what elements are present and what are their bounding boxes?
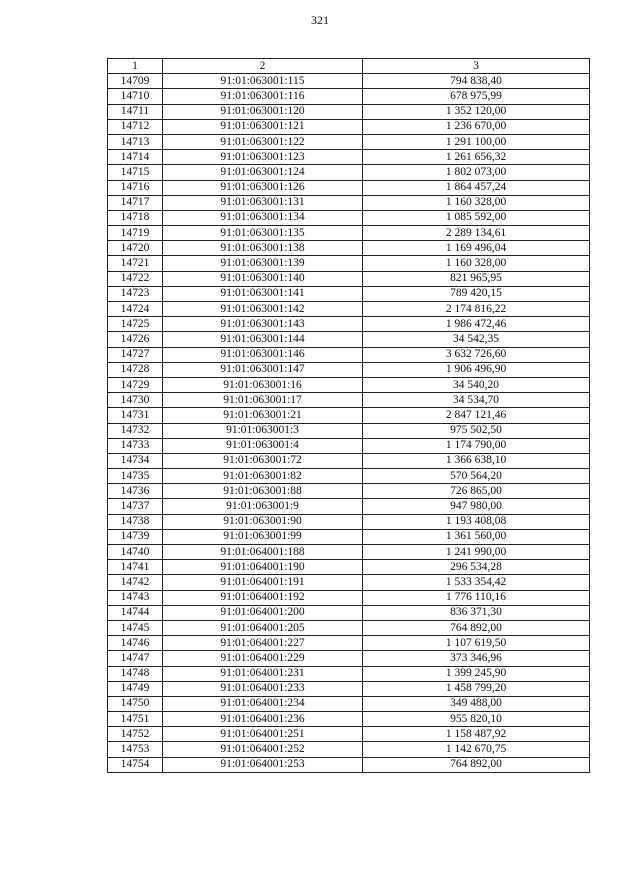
row-number-cell: 14744 [108, 605, 163, 620]
table-row [108, 651, 590, 666]
value-cell: 34 542,35 [363, 332, 590, 347]
row-number-cell: 14735 [108, 469, 163, 484]
value-cell: 794 838,40 [363, 74, 590, 89]
cadastral-number-cell: 91:01:063001:138 [163, 241, 363, 256]
cadastral-number-cell: 91:01:064001:200 [163, 605, 363, 620]
cadastral-number-cell: 91:01:063001:141 [163, 286, 363, 301]
table-body [108, 74, 590, 773]
table-row [108, 332, 590, 347]
cadastral-number-cell: 91:01:063001:122 [163, 134, 363, 149]
row-number-cell: 14751 [108, 712, 163, 727]
cadastral-number-cell: 91:01:063001:99 [163, 529, 363, 544]
table-row [108, 134, 590, 149]
table-row [108, 727, 590, 742]
cadastral-number-cell: 91:01:064001:227 [163, 636, 363, 651]
row-number-cell: 14750 [108, 696, 163, 711]
table-row [108, 514, 590, 529]
table-row [108, 150, 590, 165]
value-cell: 1 241 990,00 [363, 545, 590, 560]
value-cell: 1 193 408,08 [363, 514, 590, 529]
cadastral-number-cell: 91:01:063001:3 [163, 423, 363, 438]
table-row [108, 271, 590, 286]
value-cell: 1 366 638,10 [363, 453, 590, 468]
row-number-cell: 14726 [108, 332, 163, 347]
cadastral-number-cell: 91:01:064001:229 [163, 651, 363, 666]
row-number-cell: 14718 [108, 210, 163, 225]
table-row [108, 712, 590, 727]
cadastral-number-cell: 91:01:064001:236 [163, 712, 363, 727]
row-number-cell: 14720 [108, 241, 163, 256]
cadastral-number-cell: 91:01:064001:234 [163, 696, 363, 711]
value-cell: 1 236 670,00 [363, 119, 590, 134]
value-cell: 1 802 073,00 [363, 165, 590, 180]
cadastral-number-cell: 91:01:063001:115 [163, 74, 363, 89]
cadastral-number-cell: 91:01:063001:131 [163, 195, 363, 210]
value-cell: 1 533 354,42 [363, 575, 590, 590]
cadastral-number-cell: 91:01:063001:116 [163, 89, 363, 104]
value-cell: 3 632 726,60 [363, 347, 590, 362]
table-row [108, 742, 590, 757]
row-number-cell: 14746 [108, 636, 163, 651]
table-row [108, 393, 590, 408]
table-row [108, 560, 590, 575]
table-row [108, 636, 590, 651]
cadastral-number-cell: 91:01:063001:120 [163, 104, 363, 119]
table-row [108, 226, 590, 241]
table-row [108, 484, 590, 499]
row-number-cell: 14747 [108, 651, 163, 666]
row-number-cell: 14745 [108, 620, 163, 635]
row-number-cell: 14736 [108, 484, 163, 499]
table-row [108, 286, 590, 301]
value-cell: 1 986 472,46 [363, 317, 590, 332]
row-number-cell: 14741 [108, 560, 163, 575]
row-number-cell: 14729 [108, 377, 163, 392]
value-cell: 1 169 496,04 [363, 241, 590, 256]
value-cell: 2 289 134,61 [363, 226, 590, 241]
row-number-cell: 14717 [108, 195, 163, 210]
cadastral-number-cell: 91:01:063001:126 [163, 180, 363, 195]
cadastral-number-cell: 91:01:063001:90 [163, 514, 363, 529]
value-cell: 955 820,10 [363, 712, 590, 727]
cadastral-number-cell: 91:01:063001:121 [163, 119, 363, 134]
value-cell: 1 361 560,00 [363, 529, 590, 544]
table-row [108, 119, 590, 134]
row-number-cell: 14714 [108, 150, 163, 165]
table-row [108, 757, 590, 772]
value-cell: 373 346,96 [363, 651, 590, 666]
value-cell: 1 158 487,92 [363, 727, 590, 742]
value-cell: 764 892,00 [363, 757, 590, 772]
cadastral-number-cell: 91:01:064001:205 [163, 620, 363, 635]
cadastral-number-cell: 91:01:063001:139 [163, 256, 363, 271]
cadastral-number-cell: 91:01:063001:147 [163, 362, 363, 377]
value-cell: 34 534,70 [363, 393, 590, 408]
cadastral-number-cell: 91:01:064001:192 [163, 590, 363, 605]
cadastral-number-cell: 91:01:063001:134 [163, 210, 363, 225]
value-cell: 1 291 100,00 [363, 134, 590, 149]
row-number-cell: 14731 [108, 408, 163, 423]
value-cell: 726 865,00 [363, 484, 590, 499]
value-cell: 836 371,30 [363, 605, 590, 620]
row-number-cell: 14710 [108, 89, 163, 104]
row-number-cell: 14728 [108, 362, 163, 377]
value-cell: 764 892,00 [363, 620, 590, 635]
cadastral-number-cell: 91:01:064001:231 [163, 666, 363, 681]
table-row [108, 362, 590, 377]
cadastral-number-cell: 91:01:063001:146 [163, 347, 363, 362]
value-cell: 570 564,20 [363, 469, 590, 484]
table-row [108, 590, 590, 605]
table-row [108, 210, 590, 225]
table-row [108, 529, 590, 544]
table-row [108, 545, 590, 560]
table-row [108, 469, 590, 484]
cadastral-number-cell: 91:01:064001:188 [163, 545, 363, 560]
row-number-cell: 14740 [108, 545, 163, 560]
row-number-cell: 14733 [108, 438, 163, 453]
row-number-cell: 14752 [108, 727, 163, 742]
value-cell: 789 420,15 [363, 286, 590, 301]
value-cell: 349 488,00 [363, 696, 590, 711]
table-row [108, 681, 590, 696]
table-row [108, 453, 590, 468]
cadastral-number-cell: 91:01:063001:16 [163, 377, 363, 392]
table-header-row [108, 59, 590, 74]
value-cell: 1 864 457,24 [363, 180, 590, 195]
cadastral-number-cell: 91:01:063001:124 [163, 165, 363, 180]
table-row [108, 499, 590, 514]
value-cell: 296 534,28 [363, 560, 590, 575]
row-number-cell: 14716 [108, 180, 163, 195]
row-number-cell: 14722 [108, 271, 163, 286]
cadastral-number-cell: 91:01:063001:21 [163, 408, 363, 423]
table-row [108, 74, 590, 89]
table-row [108, 317, 590, 332]
column-header-3: 3 [363, 59, 590, 74]
table-row [108, 165, 590, 180]
value-cell: 947 980,00 [363, 499, 590, 514]
value-cell: 975 502,50 [363, 423, 590, 438]
value-cell: 2 847 121,46 [363, 408, 590, 423]
table-row [108, 104, 590, 119]
cadastral-number-cell: 91:01:063001:143 [163, 317, 363, 332]
value-cell: 678 975,99 [363, 89, 590, 104]
row-number-cell: 14723 [108, 286, 163, 301]
cadastral-number-cell: 91:01:063001:123 [163, 150, 363, 165]
cadastral-number-cell: 91:01:064001:251 [163, 727, 363, 742]
value-cell: 1 352 120,00 [363, 104, 590, 119]
table-row [108, 241, 590, 256]
table-row [108, 377, 590, 392]
row-number-cell: 14724 [108, 302, 163, 317]
row-number-cell: 14721 [108, 256, 163, 271]
row-number-cell: 14737 [108, 499, 163, 514]
cadastral-number-cell: 91:01:063001:88 [163, 484, 363, 499]
value-cell: 1 107 619,50 [363, 636, 590, 651]
table-row [108, 620, 590, 635]
cadastral-number-cell: 91:01:064001:253 [163, 757, 363, 772]
value-cell: 1 776 110,16 [363, 590, 590, 605]
value-cell: 1 399 245,90 [363, 666, 590, 681]
cadastral-number-cell: 91:01:063001:17 [163, 393, 363, 408]
cadastral-number-cell: 91:01:064001:191 [163, 575, 363, 590]
cadastral-number-cell: 91:01:063001:142 [163, 302, 363, 317]
table-row [108, 423, 590, 438]
cadastral-number-cell: 91:01:063001:9 [163, 499, 363, 514]
row-number-cell: 14725 [108, 317, 163, 332]
cadastral-number-cell: 91:01:063001:135 [163, 226, 363, 241]
cadastral-number-cell: 91:01:063001:82 [163, 469, 363, 484]
row-number-cell: 14743 [108, 590, 163, 605]
table-row [108, 347, 590, 362]
cadastral-number-cell: 91:01:063001:4 [163, 438, 363, 453]
value-cell: 34 540,20 [363, 377, 590, 392]
row-number-cell: 14754 [108, 757, 163, 772]
table-row [108, 195, 590, 210]
row-number-cell: 14739 [108, 529, 163, 544]
value-cell: 1 174 790,00 [363, 438, 590, 453]
cadastral-value-table [107, 58, 590, 773]
cadastral-number-cell: 91:01:064001:252 [163, 742, 363, 757]
row-number-cell: 14715 [108, 165, 163, 180]
table-row [108, 696, 590, 711]
row-number-cell: 14753 [108, 742, 163, 757]
table-row [108, 302, 590, 317]
row-number-cell: 14711 [108, 104, 163, 119]
value-cell: 1 160 328,00 [363, 256, 590, 271]
column-header-2: 2 [163, 59, 363, 74]
cadastral-number-cell: 91:01:063001:140 [163, 271, 363, 286]
cadastral-number-cell: 91:01:063001:144 [163, 332, 363, 347]
value-cell: 821 965,95 [363, 271, 590, 286]
value-cell: 2 174 816,22 [363, 302, 590, 317]
cadastral-number-cell: 91:01:063001:72 [163, 453, 363, 468]
value-cell: 1 906 496,90 [363, 362, 590, 377]
column-header-1: 1 [108, 59, 163, 74]
page-number: 321 [311, 13, 329, 27]
row-number-cell: 14742 [108, 575, 163, 590]
table-row [108, 666, 590, 681]
table-row [108, 575, 590, 590]
row-number-cell: 14730 [108, 393, 163, 408]
value-cell: 1 160 328,00 [363, 195, 590, 210]
value-cell: 1 142 670,75 [363, 742, 590, 757]
value-cell: 1 085 592,00 [363, 210, 590, 225]
row-number-cell: 14719 [108, 226, 163, 241]
table-row [108, 180, 590, 195]
cadastral-number-cell: 91:01:064001:233 [163, 681, 363, 696]
row-number-cell: 14713 [108, 134, 163, 149]
table-row [108, 408, 590, 423]
row-number-cell: 14749 [108, 681, 163, 696]
row-number-cell: 14709 [108, 74, 163, 89]
row-number-cell: 14712 [108, 119, 163, 134]
cadastral-number-cell: 91:01:064001:190 [163, 560, 363, 575]
row-number-cell: 14748 [108, 666, 163, 681]
value-cell: 1 261 656,32 [363, 150, 590, 165]
row-number-cell: 14727 [108, 347, 163, 362]
table-row [108, 605, 590, 620]
row-number-cell: 14734 [108, 453, 163, 468]
table-row [108, 256, 590, 271]
row-number-cell: 14738 [108, 514, 163, 529]
table-row [108, 438, 590, 453]
table-row [108, 89, 590, 104]
value-cell: 1 458 799,20 [363, 681, 590, 696]
row-number-cell: 14732 [108, 423, 163, 438]
